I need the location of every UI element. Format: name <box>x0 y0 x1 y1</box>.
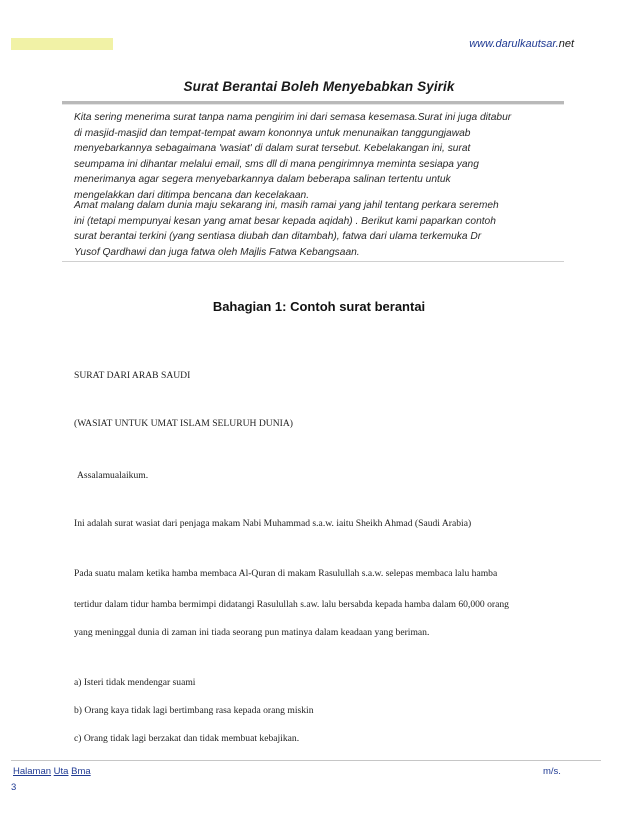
document-title: Surat Berantai Boleh Menyebabkan Syirik <box>183 79 455 94</box>
letter-story-line-3: yang meninggal dunia di zaman ini tiada seorang pun matinya dalam keadaan yang beriman. <box>74 627 430 638</box>
letter-from: SURAT DARI ARAB SAUDI <box>74 370 191 381</box>
intro-paragraph-2: Amat malang dalam dunia maju sekarang ini, masih ramai yang jahil tentang perkara seremeh ini (tetapi mempunyai kesan yang amat besar kepada aqidah) . Berikut kami paparkan contoh surat berantai terkini (yang sentiasa diubah dan ditambah), fatwa dari ulama terkemuka Dr Yusof Qardhawi dan juga fatwa oleh Majlis Fatwa Kebangsaan. <box>74 200 499 258</box>
letter-story-line-1: Pada suatu malam ketika hamba membaca Al-Quran di makam Rasulullah s.a.w. selepas membaca lalu hamba <box>74 568 498 579</box>
title-divider <box>62 101 564 105</box>
footer-divider <box>11 760 601 761</box>
site-url[interactable]: www.darulkautsar.net <box>469 38 574 50</box>
letter-story-line-2: tertidur dalam tidur hamba bermimpi didatangi Rasulullah s.aw. lalu bersabda kepada hamba dalam 60,000 orang <box>74 599 509 610</box>
letter-item-b: b) Orang kaya tidak lagi bertimbang rasa kepada orang miskin <box>74 705 314 716</box>
letter-item-c: c) Orang tidak lagi berzakat dan tidak membuat kebajikan. <box>74 733 300 744</box>
section-heading: Bahagian 1: Contoh surat berantai <box>212 299 426 314</box>
intro-divider <box>62 261 564 262</box>
intro-paragraph-1: Kita sering menerima surat tanpa nama pengirim ini dari semasa kesemasa.Surat ini juga ditabur di masjid-masjid dan tempat-tempat awam kononnya untuk menunaikan tanggungjawab menyebarkannya sebagaimana 'wasiat' di dalam surat tersebut. Kebelakangan ini, surat seumpama ini dihantar melalui email, sms dll di mana pengirimnya meminta sesiapa yang menerimanya agar segera menyebarkannya dalam beberapa salinan tertentu untuk mengelakkan dari ditimpa bencana dan kecelakaan. <box>74 112 512 201</box>
footer-page-abbrev: m/s. <box>543 766 561 777</box>
letter-greeting: Assalamualaikum. <box>77 470 149 481</box>
page-number: 3 <box>11 782 17 793</box>
letter-subtitle: (WASIAT UNTUK UMAT ISLAM SELURUH DUNIA) <box>74 418 293 429</box>
highlight-bar <box>11 38 113 50</box>
letter-opening: Ini adalah surat wasiat dari penjaga makam Nabi Muhammad s.a.w. iaitu Sheikh Ahmad (Saudi Arabia) <box>74 518 472 529</box>
letter-item-a: a) Isteri tidak mendengar suami <box>74 677 196 688</box>
footer-label: Halaman Uta Bma <box>13 766 91 777</box>
